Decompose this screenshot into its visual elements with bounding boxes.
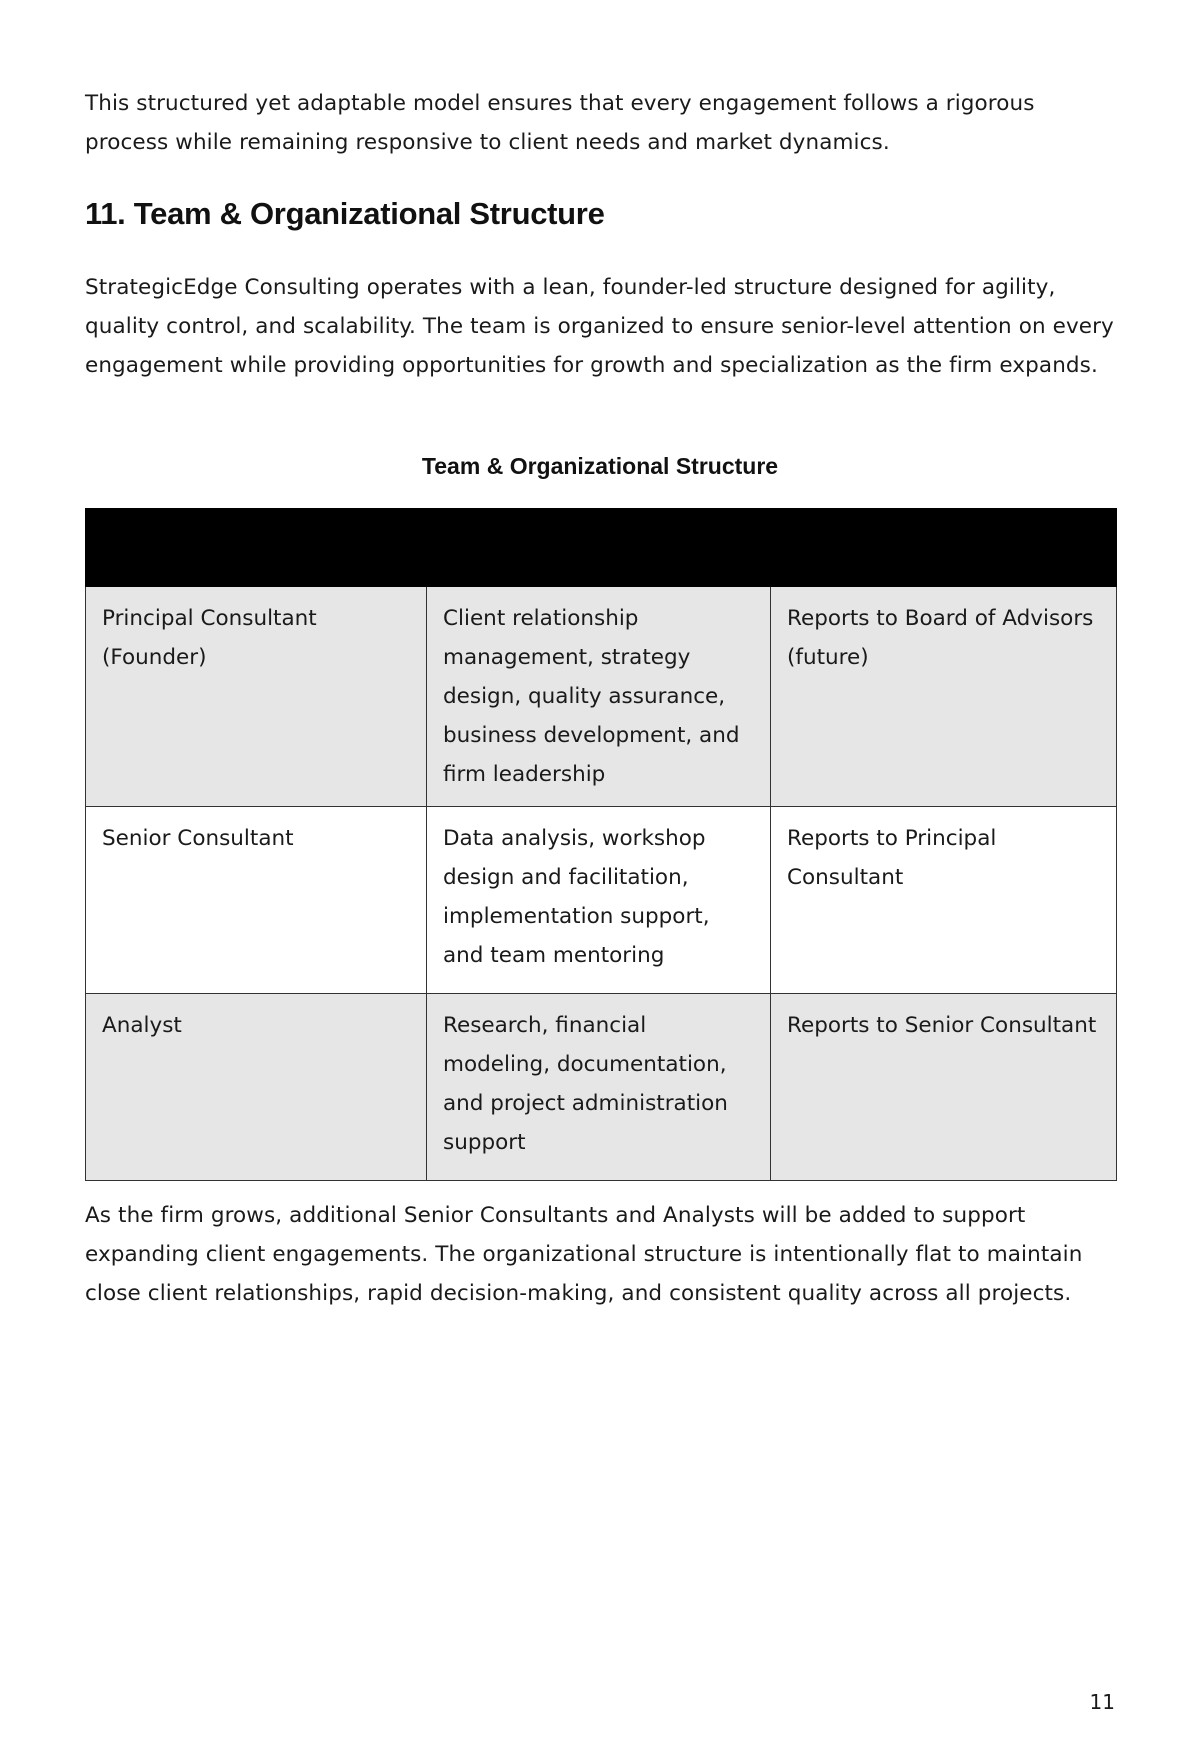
body-paragraph: StrategicEdge Consulting operates with a lean, founder-led structure designed for agility, quality control, and scalability. The team is organized to ensure senior-level attention on every engagement while providing opportunities for growth and specialization as the firm expands. [85, 275, 1114, 378]
reporting-cell: Reports to Board of Advisors (future) [771, 587, 1117, 807]
table-row [86, 807, 1117, 994]
closing-paragraph: As the firm grows, additional Senior Consultants and Analysts will be added to support expanding client engagements. The organizational structure is intentionally flat to maintain close client relationships, rapid decision-making, and consistent quality across all projects. [85, 1203, 1083, 1306]
table-header-cell-reporting [771, 509, 1117, 587]
section-heading: 11. Team & Organizational Structure [85, 196, 605, 231]
table-title: Team & Organizational Structure [421, 453, 779, 479]
role-cell: Principal Consultant (Founder) [86, 587, 427, 807]
responsibilities-cell: Data analysis, workshop design and facilitation, implementation support, and team mentoring [427, 807, 771, 994]
role-cell: Analyst [86, 994, 427, 1181]
org-structure-table [85, 508, 1117, 1181]
responsibilities-cell: Research, financial modeling, documentation, and project administration support [427, 994, 771, 1181]
table-row [86, 994, 1117, 1181]
table-header-row [86, 509, 1117, 587]
table-header-cell-role [86, 509, 427, 587]
reporting-cell: Reports to Principal Consultant [771, 807, 1117, 994]
reporting-cell: Reports to Senior Consultant [771, 994, 1117, 1181]
table-header-cell-responsibilities [427, 509, 771, 587]
page-number: 11 [1089, 1690, 1115, 1714]
table-row [86, 587, 1117, 807]
intro-paragraph: This structured yet adaptable model ensures that every engagement follows a rigorous process while remaining responsive to client needs and market dynamics. [85, 91, 1035, 155]
role-cell: Senior Consultant [86, 807, 427, 994]
responsibilities-cell: Client relationship management, strategy design, quality assurance, business development, and firm leadership [427, 587, 771, 807]
